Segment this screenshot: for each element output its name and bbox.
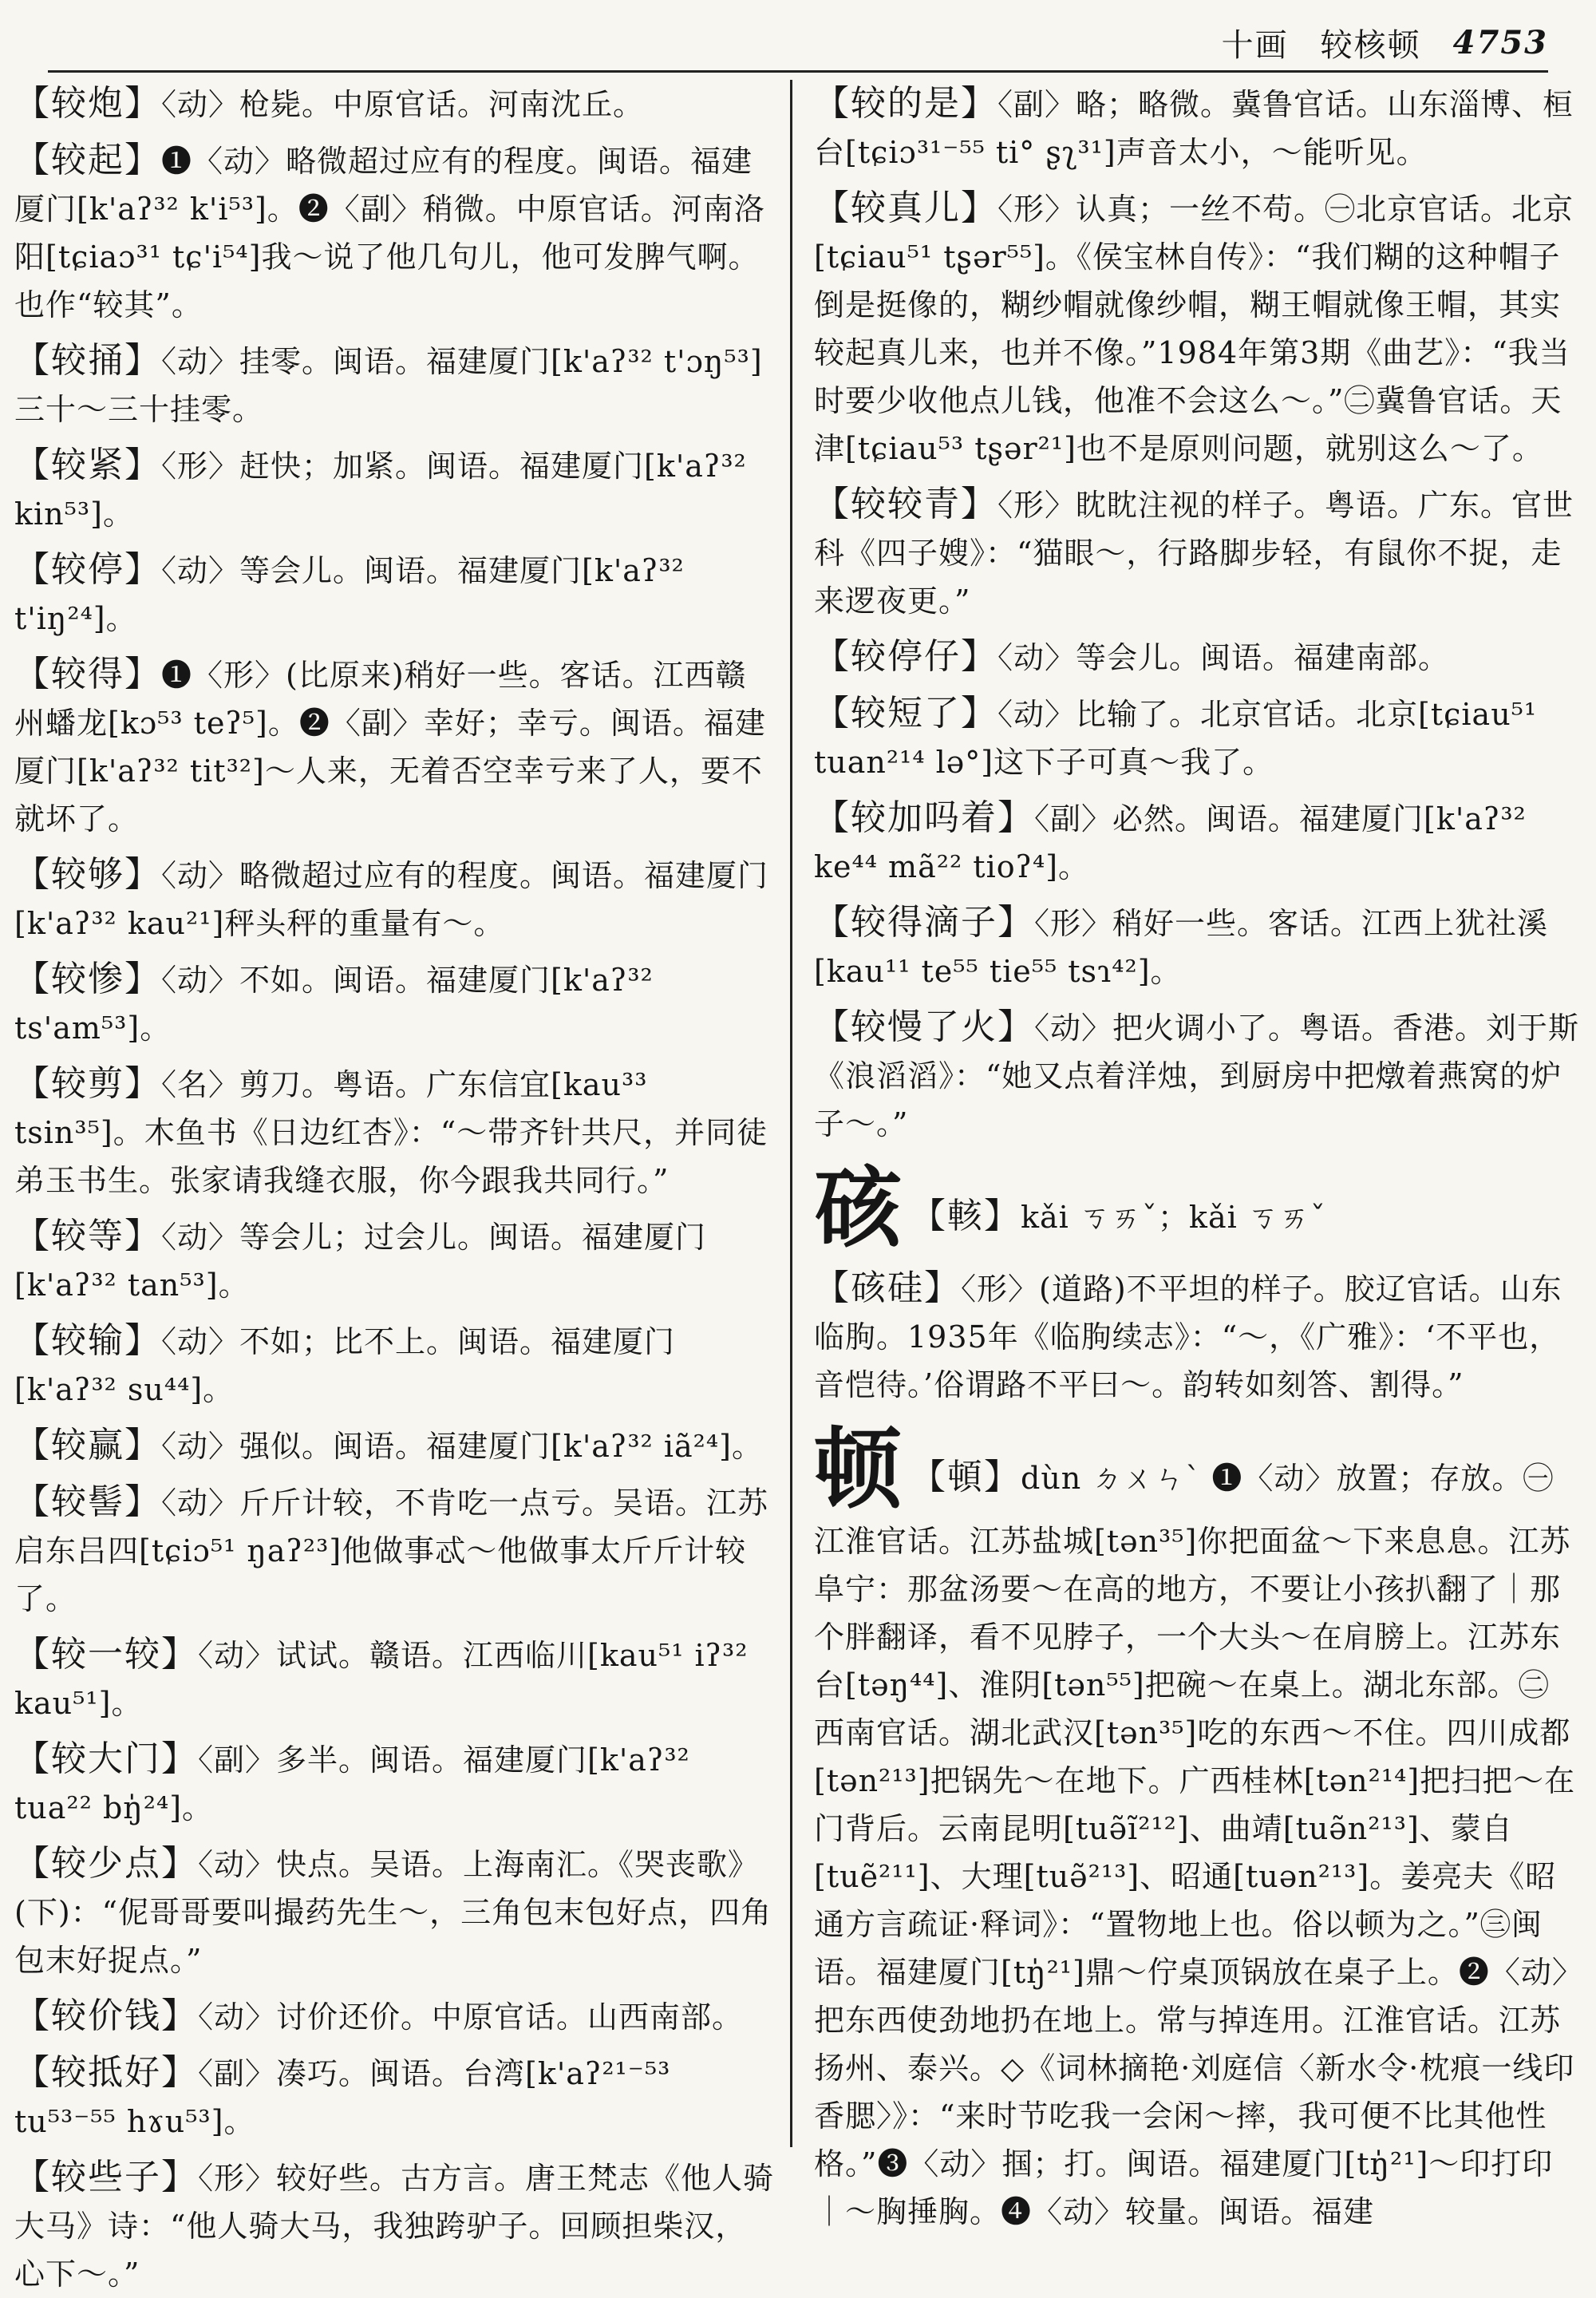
head-character: 硋	[814, 1157, 903, 1260]
section-label: 十画	[1221, 26, 1289, 64]
entry-headword: 【较慢了火】	[814, 1007, 1034, 1047]
dictionary-entry	[14, 1422, 776, 1470]
entry-definition: 〈名〉剪刀。粤语。广东信宜[kau³³ tsin³⁵]。木鱼书《日边红杏》：“～带齐针共尺，并同徒弟玉书生。张家请我缝衣服，你今跟我共同行。”	[14, 1067, 768, 1198]
entry-definition: 〈动〉强似。闽语。福建厦门[k'aʔ³² iã²⁴]。	[161, 1429, 763, 1464]
entry-definition: 〈动〉等会儿。闽语。福建南部。	[998, 640, 1450, 675]
entry-definition: 〈动〉不如；比不上。闽语。福建厦门[k'aʔ³² su⁴⁴]。	[14, 1324, 676, 1407]
entry-definition: 〈形〉眈眈注视的样子。粤语。广东。官世科《四子嫂》：“猫眼～，行路脚步轻，有鼠你不捉，走来逻夜更。”	[814, 488, 1574, 619]
dictionary-entry	[814, 80, 1580, 176]
entry-definition: 〈动〉讨价还价。中原官话。山西南部。	[198, 1999, 744, 2035]
entry-definition: 〈形〉(道路)不平坦的样子。胶辽官话。山东临朐。1935年《临朐续志》：“～，《广雅》：‘不平也，音恺待。’俗谓路不平曰～。韵转如刻答、割得。”	[814, 1272, 1562, 1402]
entry-definition: 〈副〉多半。闽语。福建厦门[k'aʔ³² tua²² bŋ̍²⁴]。	[14, 1742, 690, 1825]
entry-headword: 【较停仔】	[814, 636, 998, 677]
entry-headword: 【较加吗着】	[814, 797, 1034, 838]
entry-headword: 【较等】	[14, 1216, 161, 1256]
entry-definition: 〈动〉快点。吴语。上海南汇。《哭丧歌》(下)：“伲哥哥要叫撮药先生～，三角包末包好点，四角包末好捉点。”	[14, 1847, 772, 1978]
entry-definition: 〈动〉枪毙。中原官话。河南沈丘。	[161, 87, 645, 122]
dictionary-entry	[14, 2049, 776, 2146]
entry-headword: 【輆】	[911, 1196, 1021, 1236]
entry-definition: kǎi ㄎㄞˇ；kǎi ㄎㄞˇ	[1021, 1200, 1326, 1235]
entry-headword: 【较剪】	[14, 1063, 161, 1104]
dictionary-entry	[14, 2154, 776, 2298]
entry-definition: 〈动〉等会儿；过会儿。闽语。福建厦门[k'aʔ³² tan⁵³]。	[14, 1220, 707, 1303]
dictionary-entry	[814, 1418, 1580, 2236]
head-character: 顿	[814, 1418, 903, 1521]
left-column	[14, 80, 776, 2292]
entry-definition: ❶〈动〉略微超过应有的程度。闽语。福建厦门[k'aʔ³² k'i⁵³]。❷〈副〉稍微。中原官话。河南洛阳[tɕiaɔ³¹ tɕ'i⁵⁴]我～说了他几句儿，他可发脾气啊。也作“较其”。	[14, 144, 765, 322]
entry-definition: 〈动〉挂零。闽语。福建厦门[k'aʔ³² t'ɔŋ⁵³]三十～三十挂零。	[14, 344, 763, 427]
dictionary-entry	[14, 1317, 776, 1414]
entry-headword: 【较起】	[14, 140, 161, 180]
entry-headword: 【頓】	[911, 1457, 1021, 1497]
dictionary-entry	[14, 136, 776, 329]
column-divider	[790, 80, 792, 2147]
dictionary-entry	[814, 481, 1580, 625]
right-column	[814, 80, 1580, 2229]
entry-headword: 【较些子】	[14, 2157, 198, 2197]
entry-definition: ❶〈形〉(比原来)稍好一些。客话。江西赣州蟠龙[kɔ⁵³ teʔ⁵]。❷〈副〉幸好；幸亏。闽语。福建厦门[k'aʔ³² tit³²]～人来，无着否空幸亏来了人，要不就坏了。	[14, 658, 766, 837]
dictionary-entry	[814, 184, 1580, 473]
dictionary-entry	[14, 1840, 776, 1984]
entry-headword: 【硋硅】	[814, 1268, 961, 1308]
entry-headword: 【较输】	[14, 1320, 161, 1361]
entry-definition: 〈动〉把火调小了。粤语。香港。刘于斯《浪滔滔》：“她又点着洋烛，到厨房中把燉着燕窝的炉子～。”	[814, 1011, 1580, 1141]
entry-headword: 【较惨】	[14, 959, 161, 999]
entry-headword: 【较大门】	[14, 1738, 198, 1779]
entry-headword: 【较少点】	[14, 1843, 198, 1884]
entry-definition: 〈形〉赶快；加紧。闽语。福建厦门[k'aʔ³² kin⁵³]。	[14, 449, 747, 532]
entry-headword: 【较较青】	[814, 484, 998, 524]
dictionary-entry	[814, 633, 1580, 682]
dictionary-entry	[14, 955, 776, 1052]
entry-headword: 【较停】	[14, 549, 161, 590]
dictionary-entry	[814, 690, 1580, 786]
entry-headword: 【较够】	[14, 854, 161, 895]
entry-headword: 【较得滴子】	[814, 902, 1034, 943]
entry-headword: 【较真儿】	[814, 188, 998, 228]
entry-definition: 〈形〉较好些。古方言。唐王梵志《他人骑大马》诗：“他人骑大马，我独跨驴子。回顾担柴汉，心下～。”	[14, 2161, 775, 2292]
dictionary-entry	[14, 851, 776, 947]
entry-headword: 【较抵好】	[14, 2052, 198, 2093]
entry-definition: 〈形〉稍好一些。客话。江西上犹社溪[kau¹¹ te⁵⁵ tie⁵⁵ tsɿ⁴²]。	[814, 906, 1549, 989]
entry-headword: 【较髻】	[14, 1481, 161, 1522]
header-characters: 较核顿	[1320, 26, 1421, 64]
dictionary-entry	[814, 794, 1580, 891]
dictionary-entry	[14, 1735, 776, 1832]
entry-headword: 【较紧】	[14, 445, 161, 485]
entry-headword: 【较的是】	[814, 83, 998, 124]
dictionary-entry	[14, 1478, 776, 1623]
dictionary-entry	[14, 651, 776, 843]
entry-definition: 〈动〉略微超过应有的程度。闽语。福建厦门[k'aʔ³² kau²¹]秤头秤的重量有～。	[14, 858, 769, 941]
dictionary-entry	[814, 1264, 1580, 1409]
entry-headword: 【较一较】	[14, 1634, 198, 1675]
entry-definition: 〈副〉略；略微。冀鲁官话。山东淄博、桓台[tɕiɔ³¹⁻⁵⁵ ti° ʂʅ³¹]声音太小，～能听见。	[814, 87, 1574, 170]
entry-definition: dùn ㄉㄨㄣˋ ❶〈动〉放置；存放。㊀江淮官话。江苏盐城[tən³⁵]你把面盆～下来息息。江苏阜宁：那盆汤要～在高的地方，不要让小孩扒翻了｜那个胖翻译，看不见脖子，一个大头～在肩膀上。江苏东台[təŋ⁴⁴]、淮阴[tən⁵⁵]把碗～在桌上。湖北东部。㊁西南官话。湖北武汉[tən³⁵]吃的东西～不住。四川成都[tən²¹³]把锅先～在地下。广西桂林[tən²¹⁴]把扫把～在门背后。云南昆明[tuə̃ĩ²¹²]、曲靖[tuə̃n²¹³]、蒙自[tuẽ²¹¹]、大理[tuə̃²¹³]、昭通[tuən²¹³]。姜亮夫《昭通方言疏证·释词》：“置物地上也。俗以顿为之。”㊂闽语。福建厦门[tŋ̍²¹]鼎～佇桌顶锅放在桌子上。❷〈动〉把东西使劲地扔在地上。常与掉连用。江淮官话。江苏扬州、泰兴。◇《词林摘艳·刘庭信〈新水令·枕痕一线印香腮〉》：“来时节吃我一会闲～摔，我可便不比其他性格。”❸〈动〉掴；打。闽语。福建厦门[tŋ̍²¹]～印打印｜～胸捶胸。❹〈动〉较量。闽语。福建	[814, 1461, 1576, 2229]
dictionary-entry	[14, 1992, 776, 2041]
dictionary-entry	[814, 1157, 1580, 1260]
dictionary-entry	[14, 1060, 776, 1204]
entry-headword: 【较捅】	[14, 340, 161, 381]
dictionary-entry	[814, 899, 1580, 995]
entry-definition: 〈副〉必然。闽语。福建厦门[k'aʔ³² ke⁴⁴ mã²² tioʔ⁴]。	[814, 801, 1527, 884]
dictionary-entry	[14, 1212, 776, 1309]
dictionary-entry	[14, 546, 776, 643]
entry-definition: 〈动〉等会儿。闽语。福建厦门[k'aʔ³² t'iŋ²⁴]。	[14, 553, 685, 636]
entry-definition: 〈形〉认真；一丝不苟。㊀北京官话。北京[tɕiau⁵¹ tʂər⁵⁵]。《侯宝林自传》：“我们糊的这种帽子倒是挺像的，糊纱帽就像纱帽，糊王帽就像王帽，其实较起真儿来，也并不像。”1984年第3期《曲艺》：“我当时要少收他点儿钱，他准不会这么～。”㊁冀鲁官话。天津[tɕiau⁵³ tʂər²¹]也不是原则问题，就别这么～了。	[814, 192, 1574, 466]
dictionary-entry	[14, 80, 776, 129]
entry-headword: 【较赢】	[14, 1425, 161, 1465]
entry-headword: 【较短了】	[814, 693, 998, 734]
entry-definition: 〈动〉比输了。北京官话。北京[tɕiau⁵¹ tuan²¹⁴ lə°]这下子可真～我了。	[814, 697, 1538, 780]
dictionary-entry	[14, 337, 776, 433]
entry-definition: 〈副〉凑巧。闽语。台湾[k'aʔ²¹⁻⁵³ tu⁵³⁻⁵⁵ hɤu⁵³]。	[14, 2056, 671, 2139]
entry-definition: 〈动〉斤斤计较，不肯吃一点亏。吴语。江苏启东吕四[tɕiɔ⁵¹ ŋaʔ²³]他做事忒～他做事太斤斤计较了。	[14, 1485, 769, 1616]
dictionary-entry	[14, 1631, 776, 1727]
entry-headword: 【较价钱】	[14, 1995, 198, 2036]
dictionary-entry	[814, 1003, 1580, 1148]
entry-definition: 〈动〉试试。赣语。江西临川[kau⁵¹ iʔ³² kau⁵¹]。	[14, 1638, 749, 1721]
page-header	[48, 14, 1548, 73]
page-number: 4753	[1452, 23, 1548, 61]
entry-definition: 〈动〉不如。闽语。福建厦门[k'aʔ³² ts'am⁵³]。	[14, 963, 654, 1046]
entry-headword: 【较炮】	[14, 83, 161, 124]
dictionary-entry	[14, 441, 776, 538]
entry-headword: 【较得】	[14, 654, 161, 694]
